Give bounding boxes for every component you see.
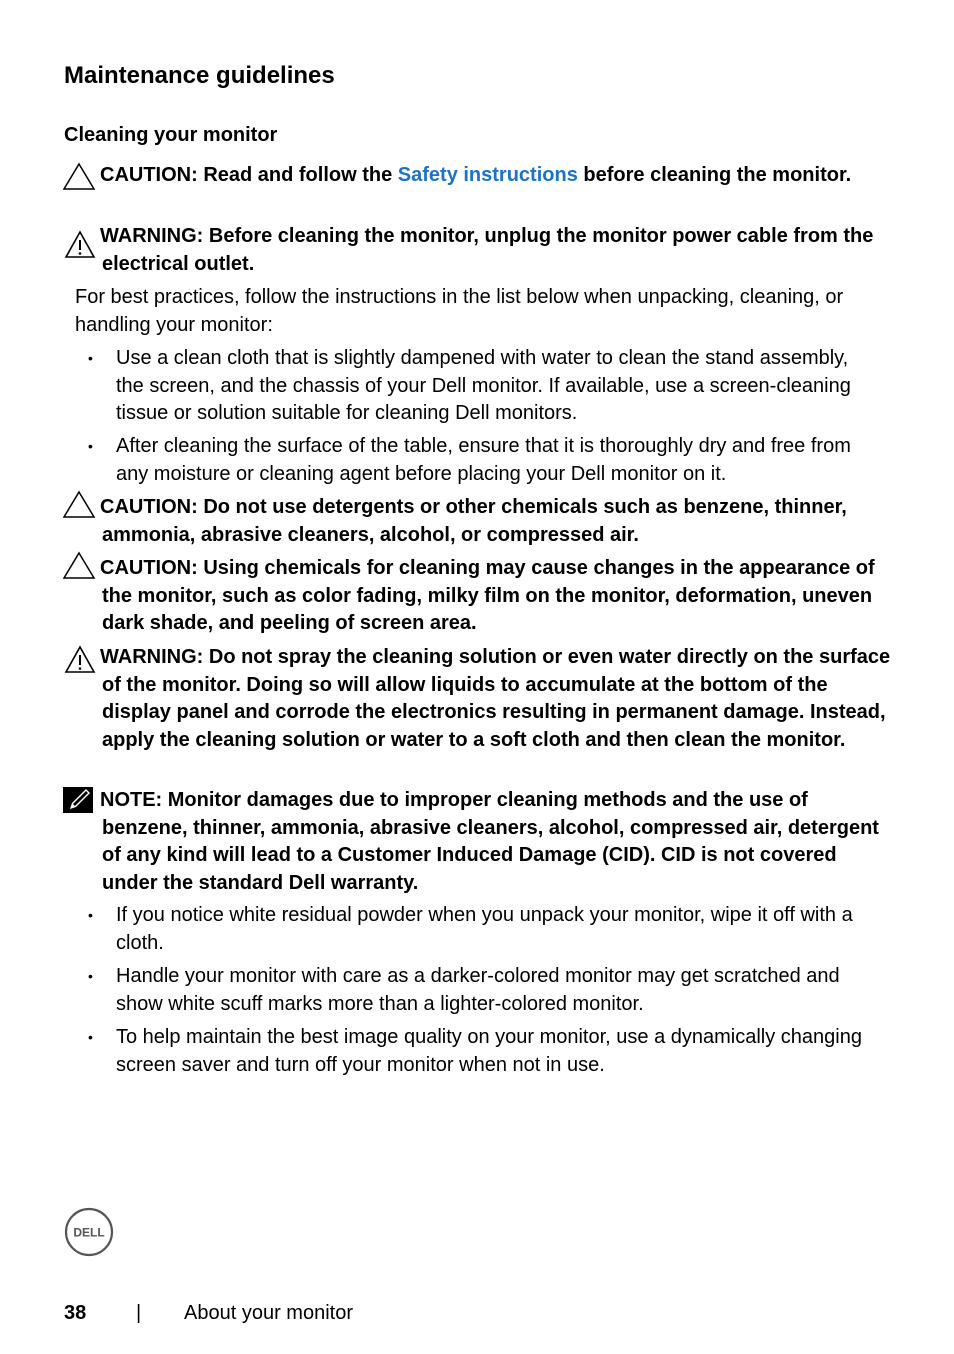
- caution-icon: [62, 162, 96, 192]
- caution-notice-appearance: CAUTION: Using chemicals for cleaning may cause changes in the appearance of the monitor, such as color fading, milky film on the monitor, deformation, uneven dark shade, and peeling of screen area.: [62, 555, 892, 638]
- page-title: Maintenance guidelines: [64, 62, 335, 89]
- footer-section-title: About your monitor: [184, 1302, 353, 1324]
- caution-icon: [62, 551, 96, 581]
- list-item: • Handle your monitor with care as a darker-colored monitor may get scratched and show white scuff marks more than a lighter-colored monitor.: [88, 965, 840, 1015]
- note-notice-cid: NOTE: Monitor damages due to improper cleaning methods and the use of benzene, thinner, ammonia, abrasive cleaners, alcohol, compressed air, detergent of any kind will lead to a Customer Induced Damage (CID). CID is not covered under the standard Dell warranty.: [62, 787, 892, 897]
- warning-notice-spray: WARNING: Do not spray the cleaning solution or even water directly on the surface of the monitor. Doing so will allow liquids to accumulate at the bottom of the display panel and corrode the electronics resulting in permanent damage. Instead, apply the cleaning solution or water to a soft cloth and then clean the monitor.: [62, 644, 892, 754]
- list-item: • Use a clean cloth that is slightly dampened with water to clean the stand assembly, the screen, and the chassis of your Dell monitor. If available, use a screen-cleaning tissue or solution suitable for cleaning Dell monitors.: [88, 347, 851, 424]
- safety-instructions-link[interactable]: Safety instructions: [397, 164, 578, 186]
- dell-logo: [64, 1207, 114, 1257]
- caution-notice-safety: CAUTION: Read and follow the Safety instructions before cleaning the monitor.: [62, 162, 892, 190]
- warning-icon: [62, 644, 96, 674]
- list-item: • To help maintain the best image quality on your monitor, use a dynamically changing screen saver and turn off your monitor when not in use.: [88, 1026, 862, 1076]
- caution-icon: [62, 490, 96, 520]
- pencil-note-icon: [62, 785, 96, 815]
- list-item: • After cleaning the surface of the table, ensure that it is thoroughly dry and free from any moisture or cleaning agent before placing your Dell monitor on it.: [88, 435, 851, 485]
- svg-text:DELL: DELL: [73, 1225, 105, 1240]
- intro-paragraph: For best practices, follow the instructions in the list below when unpacking, cleaning, or handling your monitor:: [75, 286, 844, 336]
- warning-notice-unplug: WARNING: Before cleaning the monitor, unplug the monitor power cable from the electrical outlet.: [62, 223, 892, 278]
- section-heading: Cleaning your monitor: [64, 124, 278, 146]
- page-number: 38: [64, 1302, 87, 1324]
- caution-notice-chemicals: CAUTION: Do not use detergents or other chemicals such as benzene, thinner, ammonia, abrasive cleaners, alcohol, or compressed air.: [62, 494, 892, 549]
- footer-separator: |: [136, 1302, 142, 1324]
- list-item: • If you notice white residual powder when you unpack your monitor, wipe it off with a cloth.: [88, 904, 853, 954]
- warning-icon: [62, 229, 96, 259]
